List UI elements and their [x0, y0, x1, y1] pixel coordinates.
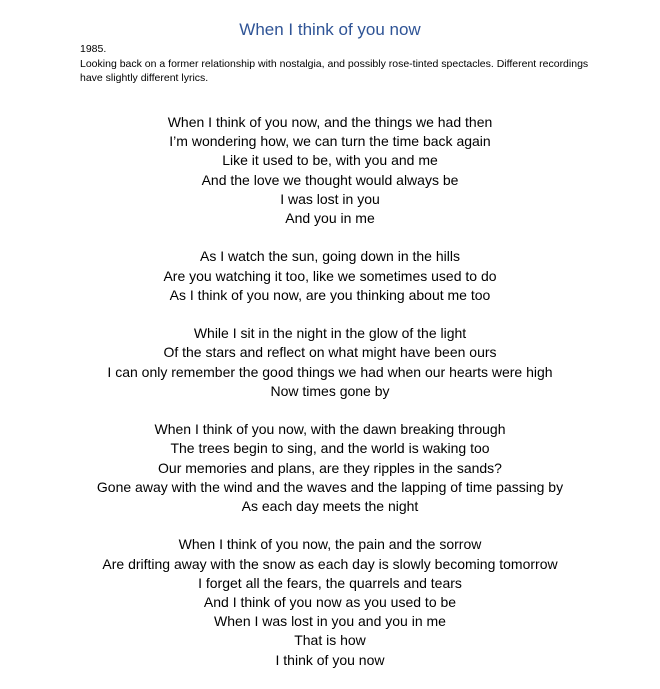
lyrics-stanza [0, 113, 660, 228]
lyric-line: Of the stars and reflect on what might have been ours [163, 344, 497, 361]
lyric-line: Like it used to be, with you and me [222, 152, 438, 169]
lyric-line: I’m wondering how, we can turn the time back again [169, 133, 491, 150]
lyric-line: I can only remember the good things we had when our hearts were high [107, 363, 553, 380]
page-title: When I think of you now [239, 20, 421, 39]
lyric-line: As I think of you now, are you thinking about me too [169, 286, 491, 303]
lyric-line: While I sit in the night in the glow of the light [193, 325, 467, 342]
lyrics-stanza [0, 247, 660, 305]
lyric-line: Are you watching it too, like we sometimes used to do [163, 267, 497, 284]
lyrics-stanza [0, 324, 660, 401]
lyric-line: I think of you now [275, 651, 385, 668]
lyric-line: When I was lost in you and you in me [214, 613, 446, 630]
lyric-line: And the love we thought would always be [201, 171, 459, 188]
year-text: 1985. [80, 43, 107, 55]
description-text: Looking back on a former relationship with nostalgia, and possibly rose-tinted spectacles. Different recordings have slightly different lyrics. [80, 57, 589, 84]
lyrics-stanza [0, 535, 660, 669]
lyric-line: Our memories and plans, are they ripples in the sands? [158, 459, 502, 476]
lyric-line: The trees begin to sing, and the world is waking too [170, 440, 490, 457]
lyric-line: As I watch the sun, going down in the hills [200, 248, 460, 265]
lyric-line: And you in me [285, 210, 375, 227]
lyric-line: As each day meets the night [241, 498, 419, 515]
lyric-line: And I think of you now as you used to be [203, 594, 457, 611]
lyric-line: Are drifting away with the snow as each day is slowly becoming tomorrow [102, 555, 558, 572]
lyric-line: When I think of you now, the pain and the sorrow [178, 536, 482, 553]
lyric-line: When I think of you now, and the things we had then [167, 114, 493, 130]
lyric-line: When I think of you now, with the dawn breaking through [154, 421, 506, 438]
lyric-line: Gone away with the wind and the waves and the lapping of time passing by [96, 478, 564, 495]
lyrics-stanza [0, 420, 660, 516]
lyric-line: That is how [294, 632, 366, 649]
lyrics-body [0, 113, 660, 689]
lyric-line: I forget all the fears, the quarrels and tears [198, 574, 462, 591]
lyric-line: Now times gone by [270, 382, 390, 399]
lyric-line: I was lost in you [280, 190, 380, 207]
document-intro [80, 42, 600, 86]
